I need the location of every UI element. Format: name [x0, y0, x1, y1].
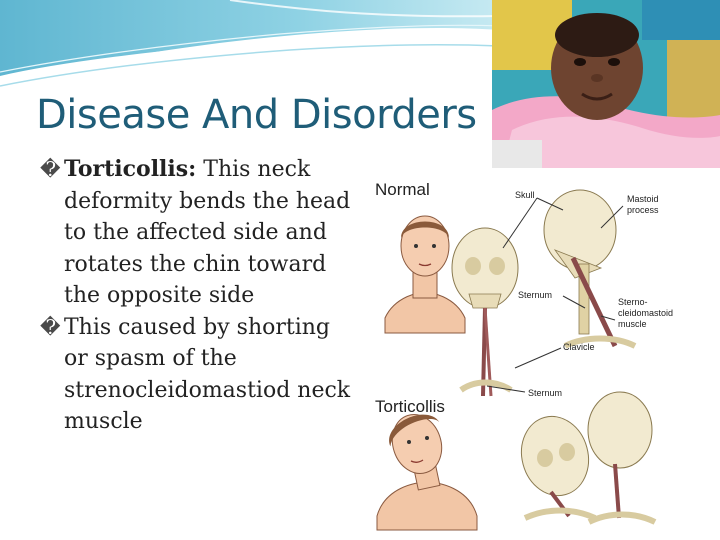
baby-photo	[492, 0, 720, 168]
bullet-torticollis	[40, 154, 360, 312]
clavicle-label: Clavicle	[563, 342, 595, 352]
mastoid-label-1: Mastoid	[627, 194, 659, 204]
torticollis-face-illustration	[377, 408, 477, 530]
slide-title: Disease And Disorders	[36, 92, 477, 138]
torticollis-skeleton-illustration	[513, 392, 655, 522]
bullet-text: This neck deformity bends the head to the affected side and rotates the chin toward the opposite side	[64, 157, 351, 308]
normal-label: Normal	[375, 180, 430, 199]
bullet-marker: �	[40, 157, 61, 181]
scm-label-2: cleidomastoid	[618, 308, 674, 318]
bullet-marker: �	[40, 314, 61, 339]
skull-label: Skull	[515, 190, 535, 200]
sternum-top-label: Sternum	[518, 290, 553, 300]
bullet-list	[40, 154, 360, 438]
scm-label-3: muscle	[618, 319, 647, 329]
torticollis-label: Torticollis	[375, 397, 445, 416]
mastoid-label-2: process	[627, 205, 659, 215]
bullet-cause	[40, 312, 360, 438]
torticollis-diagram	[365, 168, 720, 540]
sternum-bottom-label: Sternum	[528, 388, 563, 398]
bullet-text: This caused by shorting or spasm of the strenocleidomastiod neck muscle	[64, 314, 351, 434]
bullet-term: Torticollis:	[64, 156, 197, 182]
scm-label-1: Sterno-	[618, 297, 648, 307]
